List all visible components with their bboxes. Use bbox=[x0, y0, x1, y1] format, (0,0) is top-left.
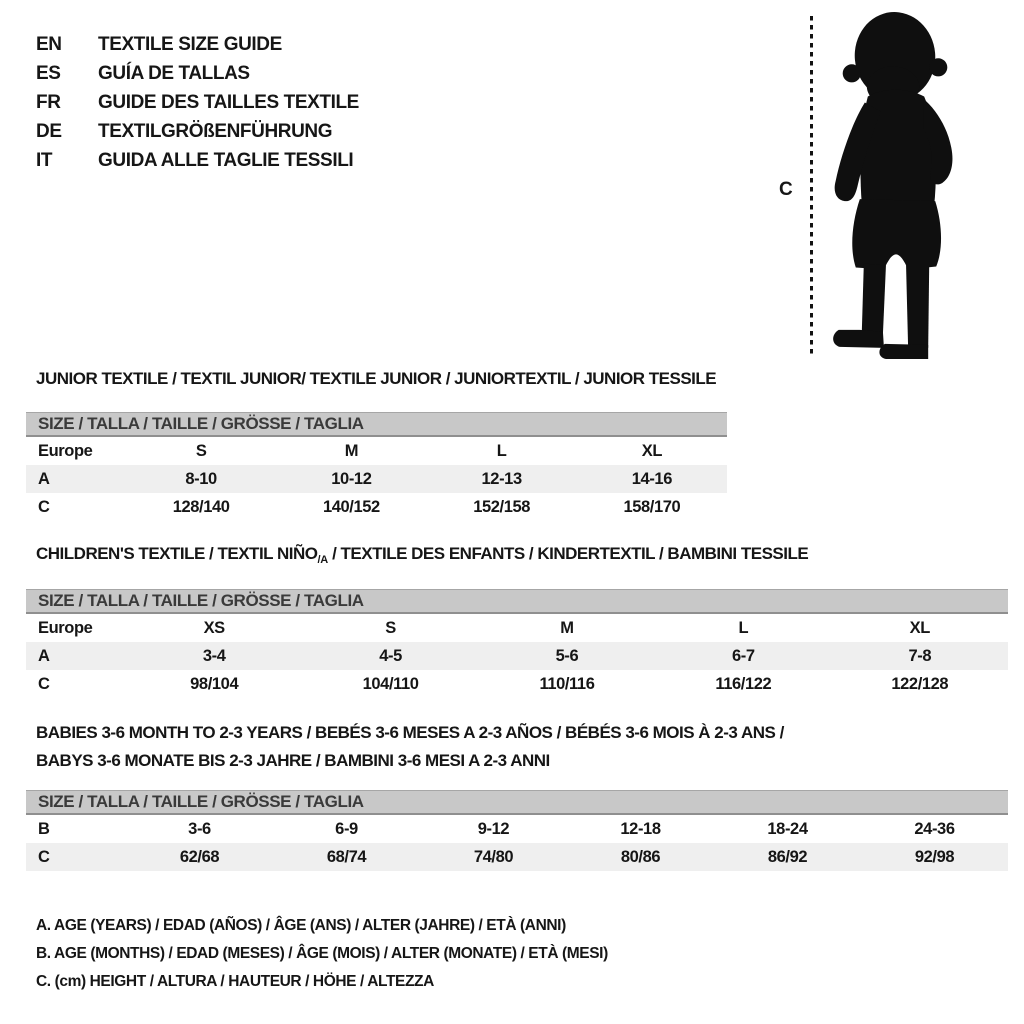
size-cell: 158/170 bbox=[623, 497, 681, 516]
row-label: Europe bbox=[38, 441, 93, 460]
language-code: DE bbox=[36, 121, 62, 142]
toddler-silhouette-image bbox=[820, 10, 970, 360]
junior-table bbox=[26, 437, 727, 521]
size-header-label: SIZE / TALLA / TAILLE / GRÖSSE / TAGLIA bbox=[38, 591, 364, 610]
size-header-label: SIZE / TALLA / TAILLE / GRÖSSE / TAGLIA bbox=[38, 414, 364, 433]
language-label: GUÍA DE TALLAS bbox=[98, 63, 250, 84]
size-cell: 24-36 bbox=[914, 819, 955, 838]
row-label: A bbox=[38, 646, 50, 665]
size-cell: 18-24 bbox=[767, 819, 808, 838]
size-cell: 3-4 bbox=[202, 646, 226, 665]
babies-size-table bbox=[26, 790, 1008, 871]
row-label: A bbox=[38, 469, 50, 488]
size-header-label: SIZE / TALLA / TAILLE / GRÖSSE / TAGLIA bbox=[38, 792, 364, 811]
language-code: EN bbox=[36, 34, 62, 55]
babies-title-line2: BABYS 3-6 MONATE BIS 2-3 JAHRE / BAMBINI 3-6 MESI A 2-3 ANNI bbox=[36, 751, 550, 770]
size-cell: 68/74 bbox=[326, 847, 367, 866]
children-title-pre: CHILDREN'S TEXTILE / TEXTIL NIÑO bbox=[36, 544, 318, 563]
size-cell: 110/116 bbox=[539, 674, 595, 693]
size-cell: 80/86 bbox=[620, 847, 661, 866]
size-cell: 9-12 bbox=[477, 819, 510, 838]
row-label: C bbox=[38, 674, 50, 693]
language-code: ES bbox=[36, 63, 61, 84]
size-cell: 74/80 bbox=[473, 847, 514, 866]
junior-size-table bbox=[26, 412, 727, 521]
size-cell: L bbox=[496, 441, 507, 460]
row-label: C bbox=[38, 847, 50, 866]
footnote-b: B. AGE (MONTHS) / EDAD (MESES) / ÂGE (MOIS) / ALTER (MONATE) / ETÀ (MESI) bbox=[36, 945, 608, 962]
size-cell: 6-7 bbox=[732, 646, 755, 665]
size-cell: XL bbox=[909, 618, 930, 637]
size-cell: M bbox=[344, 441, 359, 460]
height-measure-dotted-line bbox=[810, 16, 813, 356]
size-cell: 7-8 bbox=[908, 646, 932, 665]
junior-title-text: JUNIOR TEXTILE / TEXTIL JUNIOR/ TEXTILE JUNIOR / JUNIORTEXTIL / JUNIOR TESSILE bbox=[36, 369, 717, 388]
children-table bbox=[26, 614, 1008, 698]
size-cell: 10-12 bbox=[331, 469, 372, 488]
size-cell: XS bbox=[203, 618, 225, 637]
junior-row-age bbox=[26, 465, 727, 493]
size-cell: 152/158 bbox=[473, 497, 531, 516]
children-row-europe bbox=[26, 614, 1008, 642]
babies-row-months bbox=[26, 815, 1008, 843]
language-label: TEXTILE SIZE GUIDE bbox=[98, 34, 282, 55]
language-label: TEXTILGRÖßENFÜHRUNG bbox=[98, 121, 333, 142]
children-size-table bbox=[26, 589, 1008, 698]
size-cell: 62/68 bbox=[179, 847, 220, 866]
row-label: B bbox=[38, 819, 50, 838]
size-cell: 86/92 bbox=[767, 847, 808, 866]
babies-row-height bbox=[26, 843, 1008, 871]
size-cell: M bbox=[560, 618, 574, 637]
junior-section-title bbox=[36, 369, 716, 389]
language-label: GUIDE DES TAILLES TEXTILE bbox=[98, 92, 359, 113]
size-cell: S bbox=[385, 618, 396, 637]
size-cell: 6-9 bbox=[335, 819, 358, 838]
language-row-en bbox=[36, 30, 359, 59]
children-section-title bbox=[36, 544, 808, 566]
children-title-subscript: /A bbox=[317, 554, 328, 566]
children-size-header-bar bbox=[26, 589, 1008, 614]
language-label: GUIDA ALLE TAGLIE TESSILI bbox=[98, 150, 354, 171]
size-cell: 4-5 bbox=[379, 646, 402, 665]
children-row-age bbox=[26, 642, 1008, 670]
size-cell: 104/110 bbox=[362, 674, 419, 693]
babies-section-title bbox=[36, 719, 784, 775]
babies-title-line1: BABIES 3-6 MONTH TO 2-3 YEARS / BEBÉS 3-6 MESES A 2-3 AÑOS / BÉBÉS 3-6 MOIS À 2-3 ANS / bbox=[36, 723, 784, 742]
babies-table bbox=[26, 815, 1008, 871]
size-cell: 140/152 bbox=[322, 497, 380, 516]
children-row-height bbox=[26, 670, 1008, 698]
size-cell: L bbox=[738, 618, 749, 637]
language-row-es bbox=[36, 59, 359, 88]
size-cell: 5-6 bbox=[555, 646, 579, 665]
row-label: C bbox=[38, 497, 50, 516]
footnotes bbox=[36, 912, 608, 996]
size-cell: 128/140 bbox=[172, 497, 230, 516]
row-label: Europe bbox=[38, 618, 93, 637]
height-measure-label: C bbox=[779, 179, 793, 200]
size-cell: 92/98 bbox=[914, 847, 955, 866]
junior-size-header-bar bbox=[26, 412, 727, 437]
footnote-c: C. (cm) HEIGHT / ALTURA / HAUTEUR / HÖHE / ALTEZZA bbox=[36, 973, 434, 990]
babies-size-header-bar bbox=[26, 790, 1008, 815]
size-cell: 3-6 bbox=[188, 819, 211, 838]
junior-row-europe bbox=[26, 437, 727, 465]
size-cell: 98/104 bbox=[190, 674, 239, 693]
language-code: IT bbox=[36, 150, 53, 171]
size-cell: S bbox=[195, 441, 207, 460]
language-code: FR bbox=[36, 92, 61, 113]
language-row-fr bbox=[36, 88, 359, 117]
size-cell: 116/122 bbox=[715, 674, 772, 693]
size-cell: 14-16 bbox=[631, 469, 672, 488]
size-cell: 12-18 bbox=[620, 819, 661, 838]
children-title-post: / TEXTILE DES ENFANTS / KINDERTEXTIL / BAMBINI TESSILE bbox=[327, 544, 809, 563]
size-cell: 8-10 bbox=[185, 469, 217, 488]
junior-row-height bbox=[26, 493, 727, 521]
language-row-de bbox=[36, 117, 359, 146]
size-cell: 122/128 bbox=[891, 674, 949, 693]
language-legend bbox=[36, 30, 359, 175]
size-cell: XL bbox=[641, 441, 663, 460]
size-cell: 12-13 bbox=[481, 469, 522, 488]
language-row-it bbox=[36, 146, 359, 175]
footnote-a: A. AGE (YEARS) / EDAD (AÑOS) / ÂGE (ANS) / ALTER (JAHRE) / ETÀ (ANNI) bbox=[36, 917, 566, 934]
